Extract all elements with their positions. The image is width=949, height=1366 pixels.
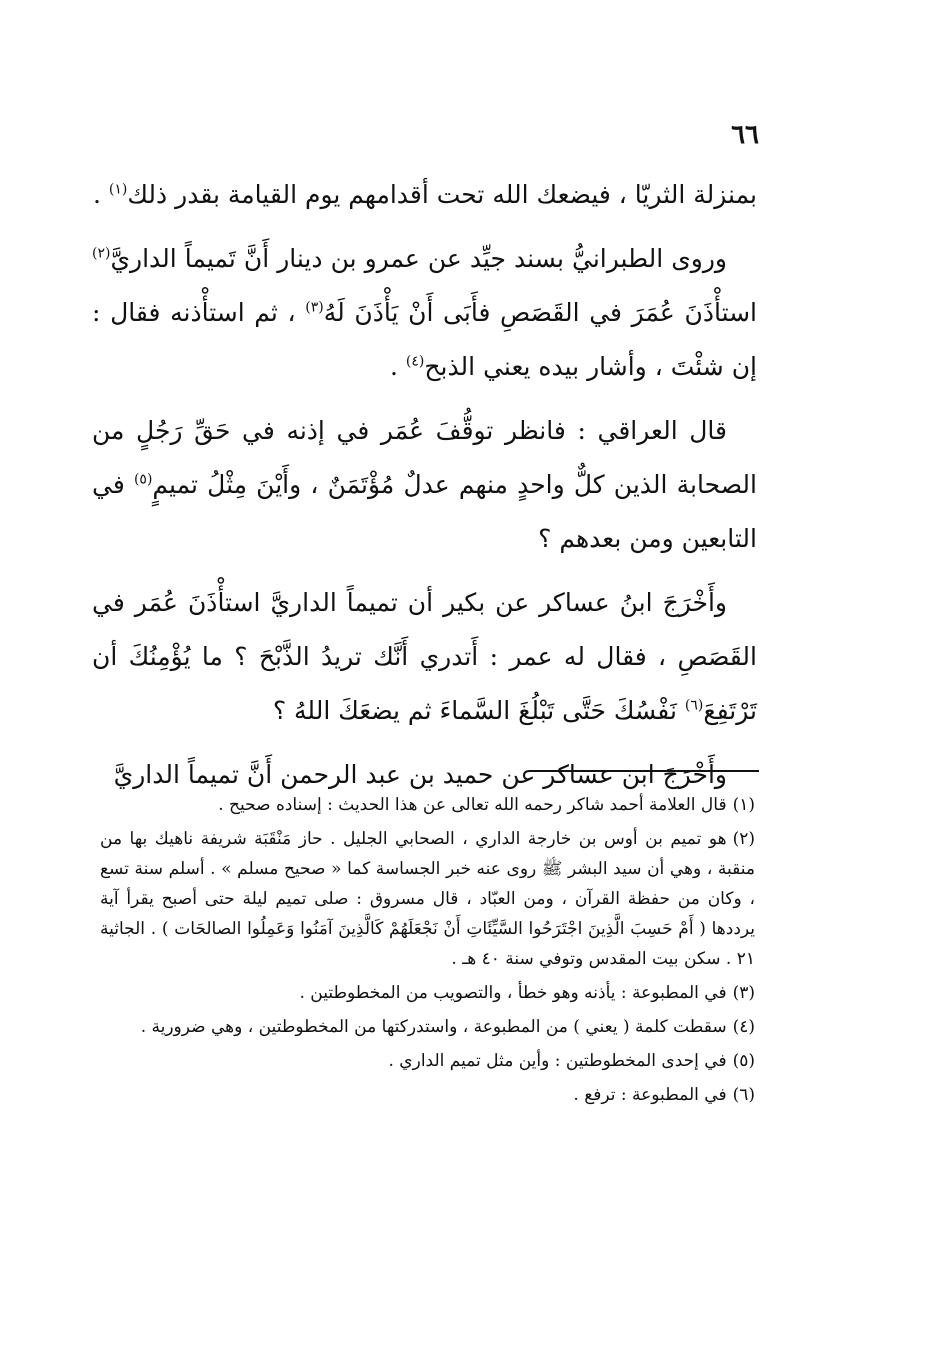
footnote-number: (٤): [732, 1017, 755, 1037]
paragraph-text-end: .: [92, 180, 109, 209]
footnote-ref: (٤): [405, 353, 425, 370]
paragraph-text-cont: استأْذَنَ عُمَرَ في القَصَصِ فأَبَى أَنْ يَأْذَنَ لَهُ: [323, 298, 758, 327]
footnote-text: في المطبوعة : ترفع .: [573, 1085, 727, 1105]
footnote-5: [100, 1046, 755, 1076]
footnote-ref: (٥): [133, 471, 153, 488]
paragraph-2: [92, 232, 757, 394]
paragraph-text: وأَخْرَجَ ابن عساكر عن حميد بن عبد الرحمن أَنَّ تميماً الداريَّ: [113, 760, 727, 789]
footnote-6: [100, 1080, 755, 1110]
page-number: ٦٦: [731, 120, 759, 150]
footnote-text: سقطت كلمة ( يعني ) من المطبوعة ، واستدركتها من المخطوطتين ، وهي ضرورية .: [140, 1017, 727, 1037]
footnote-text: هو تميم بن أوس بن خارجة الداري ، الصحابي الجليل . حاز مَنْقَبَة شريفة ناهيك بها من منقبة ، وهي أن سيد البشر ﷺ روى عنه خبر الجساسة كما « صحيح مسلم » . أسلم سنة تسع ، وكان من حفظة القرآن ، ومن العبّاد ، قال مسروق : صلى تميم ليلة حتى أصبح يقرأ آية يرددها ( أَمْ حَسِبَ الَّذِينَ اجْتَرَحُوا السَّيِّئَاتِ أَنْ نَجْعَلَهُمْ كَالَّذِينَ آمَنُوا وَعَمِلُوا الصالحَات ) . الجاثية ٢١ . سكن بيت المقدس وتوفي سنة ٤٠ هـ .: [100, 829, 755, 969]
footnote-number: (٥): [732, 1051, 755, 1071]
footnote-ref: (١): [108, 181, 128, 198]
paragraph-text-end: في التابعين ومن بعدهم ؟: [92, 470, 757, 553]
footnote-1: [100, 790, 755, 820]
paragraph-text: وأَخْرَجَ ابنُ عساكر عن بكير أن تميماً الداريَّ استأْذَنَ عُمَر في القَصَصِ ، فقال له عمر : أَتدري أَنَّك تريدُ الذَّبْحَ ؟ ما يُؤْمِنُكَ أن تَرْتَفِعَ: [92, 588, 757, 725]
footnote-ref: (٦): [684, 697, 704, 714]
footnotes: [100, 790, 755, 1114]
footnote-text: قال العلامة أحمد شاكر رحمه الله تعالى عن هذا الحديث : إسناده صحيح .: [218, 795, 727, 815]
footnote-ref: (٢): [92, 245, 111, 262]
footnote-number: (٢): [732, 829, 755, 849]
footnote-number: (١): [732, 795, 755, 815]
paragraph-text-cont: ، ثم استأْذنه فقال : إن شئْتَ ، وأشار بيده يعني الذبح: [92, 298, 757, 381]
paragraph-text-end: .: [389, 352, 406, 381]
footnote-text: في المطبوعة : يأذنه وهو خطأ ، والتصويب من المخطوطتين .: [299, 983, 727, 1003]
paragraph-text: قال العراقي : فانظر توقُّفَ عُمَر في إذنه في حَقِّ رَجُلٍ من الصحابة الذين كلٌّ واحدٍ منهم عدلٌ مُؤْتَمَنٌ ، وأَيْنَ مِثْلُ تميمٍ: [92, 416, 757, 499]
paragraph-3: [92, 404, 757, 566]
paragraph-1: [92, 168, 757, 222]
footnote-4: [100, 1012, 755, 1042]
paragraph-text: وروى الطبرانيُّ بسند جيِّد عن عمرو بن دينار أَنَّ تَميماً الداريَّ: [110, 244, 727, 273]
main-text: [92, 168, 757, 812]
footnote-text: في إحدى المخطوطتين : وأين مثل تميم الداري .: [388, 1051, 727, 1071]
footnote-number: (٣): [732, 983, 755, 1003]
footnote-2: [100, 824, 755, 974]
footnote-number: (٦): [732, 1085, 755, 1105]
footnote-divider: [529, 770, 759, 772]
paragraph-text-end: نَفْسُكَ حَتَّى تَبْلُغَ السَّماءَ ثم يضعَكَ اللهُ ؟: [272, 696, 685, 725]
paragraph-4: [92, 576, 757, 738]
paragraph-text: بمنزلة الثريّا ، فيضعك الله تحت أقدامهم يوم القيامة بقدر ذلك: [127, 180, 757, 209]
footnote-ref: (٣): [305, 299, 324, 316]
footnote-3: [100, 978, 755, 1008]
